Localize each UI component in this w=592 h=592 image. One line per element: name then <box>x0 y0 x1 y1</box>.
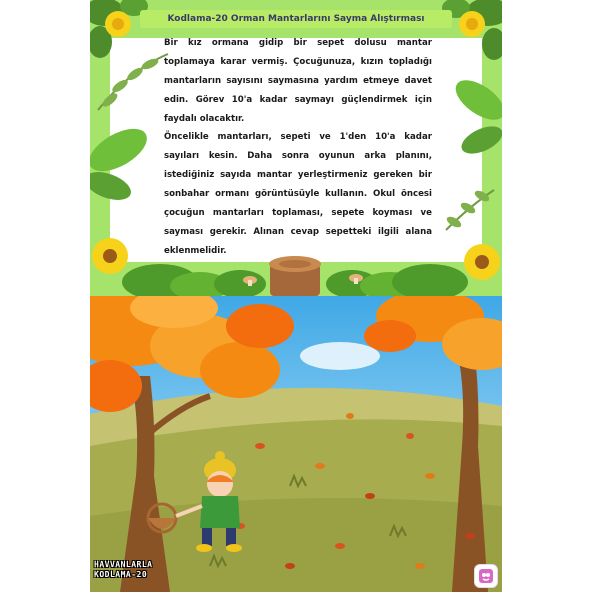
autumn-forest-illustration <box>90 296 502 592</box>
brand-logo-icon <box>474 564 498 588</box>
series-credit <box>94 560 152 580</box>
forest-scene <box>90 296 502 592</box>
instruction-panel <box>90 0 502 296</box>
instruction-paragraph-1: Bir kız ormana gidip bir sepet dolusu mantar toplamaya karar vermiş. Çocuğunuza, kızın topladığı mantarların sayısını saymasına yardım etmeye davet edin. Görev 10'a kadar saymayı güçlendirmek için faydalı olacaktır. <box>164 38 432 124</box>
instruction-paragraph-2: Öncelikle mantarları, sepeti ve 1'den 10'a kadar sayıları kesin. Daha sonra oyunun arka planını, istediğiniz sayıda mantar yerleştirmeniz gereken bir sonbahar ormanı görüntüsüyle kullanın. Okul öncesi çocuğun mantarları toplaması, sepete koyması ve sayması gerekir. Alınan cevap sepetteki ilgili alana eklenmelidir. <box>164 132 432 256</box>
worksheet-title: Kodlama-20 Orman Mantarlarını Sayma Alıştırması <box>167 14 425 24</box>
worksheet-page <box>90 0 502 592</box>
credit-line-1: HAVVANLARLA <box>94 560 153 569</box>
credit-line-2: KODLAMA-20 <box>94 570 148 579</box>
title-banner <box>140 10 452 28</box>
